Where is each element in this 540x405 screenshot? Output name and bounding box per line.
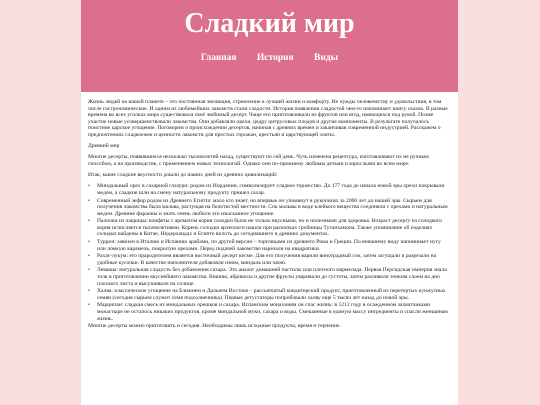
bullet-icon: • (88, 302, 90, 309)
bullet-icon: • (88, 183, 90, 190)
list-item-text: Левашы: натуральная сладость без добавления сахара. Это аналог домашней пастилы или плотного мармелада. Первая Персидская империя знала толк в приготовлении вкуснейшего лакомства. Вишню, абрикосы и другие фрукты уваривали до густоты, затем разливали тонким слоем на дно плоского листа и высушивали на солнце. (97, 267, 447, 287)
list-item (88, 288, 450, 301)
bullet-icon: • (88, 288, 90, 295)
list-item (88, 267, 450, 287)
bullet-icon: • (88, 197, 90, 204)
intro-paragraph: Жизнь людей на нашей планете – это постоянная эволюция, стремление к лучшей жизни и комфорту. Не чужды человечеству и удовольствия, в том числе гастрономические. И одним из любимейших лакомств стали сладости. История появления сладостей чем-то напоминает книгу сказок. В разные времена во всех уголках мира существовала своё любимый десерт. Чаще его приготавливали из фруктов или ягод, имеющихся под рукой. Позже участие новые усовершенствовали лакомства. Они добавляли орехи, цедру цитрусовых плодов и другие компоненты. В результате получалось поистине царское угощение. Поговорим о происхождении десертов, начиная с древних времен и заканчивая современной индустрией. Расскажем о предпочтениях сладкоежек и ценности лакомств для простых горожан, крестьян и царствующей элиты. (88, 99, 448, 138)
list-item (88, 183, 450, 196)
list-item-text: Рахат-лукум: его прародителем является восточный десерт кесме. Для его получения варили виноградный сок, затем загущали и разрезали на удобные кусочки. В качестве наполнителя добавляли изюм, миндаль или хвою. (97, 253, 437, 266)
list-item-text: Халва: классические угощение на Ближнем и Дальнем Востоке – рассыпчатый кондитерский продукт, приготовленный из перетертых кунжутных семян (сегодня сырьем служит семя подсолнечника). Первые дегустаторы попробовали халву еще 5 тысяч лет назад до новой эры. (97, 288, 446, 301)
list-item-text: Туррон: завезен в Италию и Испанию арабами, по другой версии – торговцами из древнего Рима и Греции. По внешнему виду напоминает нугу или ломкую карамель, покрытую орехами. Перед подачей лакомство нарезали на квадратики. (97, 239, 441, 252)
nav-link-history[interactable]: История (256, 53, 294, 63)
list-item (88, 302, 450, 322)
list-item-text: Марципан: сладкая смесь из миндальных орешков и сахара. Испанским монахиням он спас жизнь: в 1212 году в осажденном захватчиками монастыре не осталось никаких продуктов, кроме миндальной муки, сахара и воды. Смешанные в единую массу ингредиенты и спасли женщинам жизнь. (97, 302, 448, 322)
section-heading: Древний мир (88, 143, 120, 150)
bullet-icon: • (88, 218, 90, 225)
article (88, 99, 450, 334)
main-nav (81, 53, 458, 63)
list-item (88, 198, 450, 218)
bullet-icon: • (88, 253, 90, 260)
bullet-icon: • (88, 267, 90, 274)
nav-link-types[interactable]: Виды (314, 53, 339, 63)
list-item-text: Современный зефир родом из Древнего Египта: мало кто знает, но впервые он упомянут в рукописях за 2000 лет до нашей эры. Сырьем для получения лакомства была мальва, растущая на болотистой местности. Сок мальвы в виде клейкого вещества соединяли с орехами и натуральным медом. Древние фараоны и знать очень любили это изысканное угощение. (97, 197, 448, 217)
nav-link-home[interactable]: Главная (200, 53, 237, 63)
list-item (88, 239, 450, 252)
list-item (88, 218, 450, 238)
ancient-paragraph: Многие десерты, появившиеся несколько тысячелетий назад, существуют по сей день. Чуть изменена рецептура, изготавливают их не ручным способом, а на производстве, с применением новых технологий. Однако они по-прежнему любимы детьми и взрослыми во всем мире. (88, 154, 429, 167)
closing-paragraph: Многие десерты можно приготовить и сегодня. Необходимы лишь исходные продукты, время и терпение. (88, 323, 341, 330)
list-item-text: Палочки из лакрицы: конфеты с ароматом корня солодки были не только вкусными, но и полезными для здоровья. Возраст десерту из солодкого корня исчисляется тысячелетиями. Корень солодки археологи нашли при раскопках гробницы Тутанхамона. Также упоминание об изделиях солодки найдены в Китае, Нидерландах и Египте вплоть до сегодняшнего в древних документах. (97, 218, 443, 238)
dessert-list (88, 183, 450, 322)
bullet-icon: • (88, 239, 90, 246)
list-item-text: Миндальный орех в сахарной глазури: родом из Иордании, символизирует сладкое торжество. До 177 года до начала новой эры орехи покрывали медом, а сладкие шли на смену натуральному продукту пришел сахар. (97, 183, 445, 196)
list-intro: Итак, какие сладкие вкусности дошли до наших дней из древних цивилизаций: (88, 172, 278, 179)
site-title: Сладкий мир (184, 8, 355, 39)
list-item (88, 253, 450, 266)
page (81, 0, 458, 405)
site-header (81, 0, 458, 92)
